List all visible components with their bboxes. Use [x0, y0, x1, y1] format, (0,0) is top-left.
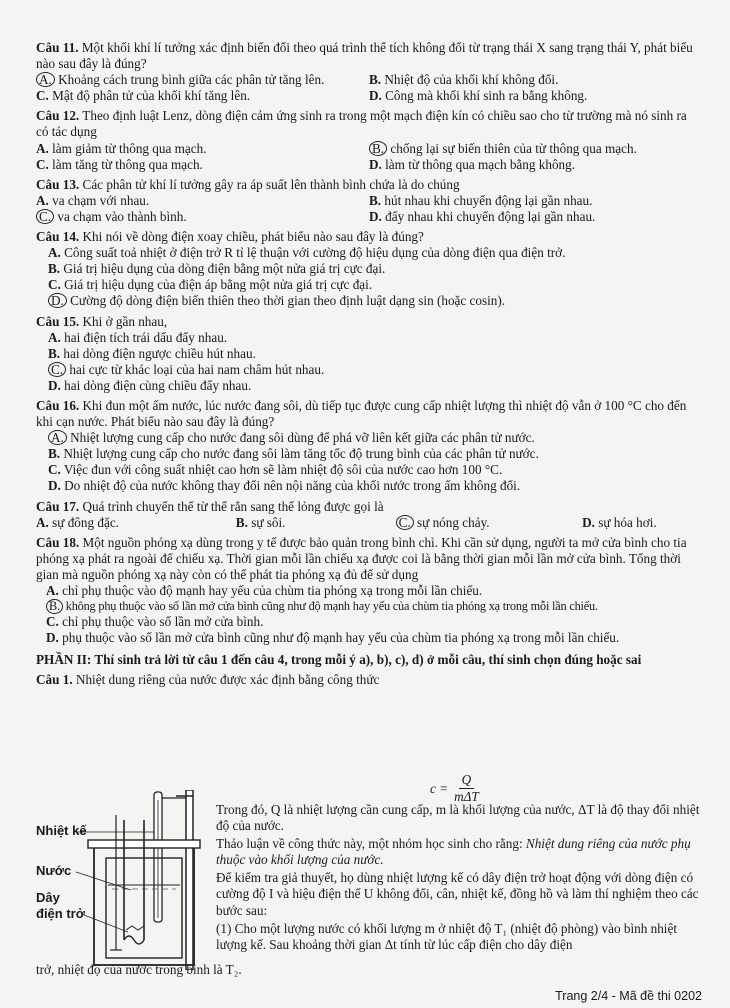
option-key: D. [369, 88, 382, 104]
option-key: C. [48, 462, 61, 478]
option-key: A. [36, 514, 49, 530]
answer-mark: C. [396, 515, 414, 530]
option-text: hai dòng điện cùng chiều đẩy nhau. [64, 377, 252, 393]
question-13 [36, 177, 702, 225]
question-17 [36, 499, 702, 531]
part2-heading: PHẦN II: Thí sinh trả lời từ câu 1 đến câu 4, trong mỗi ý a), b), c), d) ở mỗi câu, thí sinh chọn đúng hoặc sai [36, 652, 642, 668]
formula-numerator: Q [459, 772, 475, 789]
answer-mark: C. [36, 209, 54, 224]
option-text: sự sôi. [251, 514, 286, 530]
label-wire-1: Dây [36, 890, 60, 905]
question-stem: Nhiệt dung riêng của nước được xác định bằng công thức [75, 672, 380, 688]
option-key: B. [48, 261, 61, 277]
option-text: phụ thuộc vào số lần mở cửa bình cũng như độ mạnh hay yếu của chùm tia phóng xạ trong mỗi lần chiếu. [62, 630, 620, 646]
option-key: C. [36, 88, 49, 104]
question-stem: Theo định luật Lenz, dòng điện cảm ứng sinh ra trong một mạch điện kín có chiều sao cho từ trường mà nó sinh ra có tác dụng [36, 108, 687, 140]
calorimeter-diagram [36, 790, 216, 970]
answer-mark: A. [48, 430, 67, 445]
paragraph-method: Để kiểm tra giả thuyết, họ dùng nhiệt lượng kế có dây điện trở hoạt động với dòng điện có cường độ I và hiệu điện thế U không đổi, cân, nhiệt kế, đồng hồ và làm thí nghiệm theo các bước sau: [216, 870, 699, 918]
option-key: B. [48, 446, 61, 462]
option-text: hai điện tích trái dấu đẩy nhau. [64, 329, 228, 345]
option-text: va chạm vào thành bình. [57, 208, 187, 224]
answer-mark: C. [48, 362, 66, 377]
option-key: D. [46, 630, 59, 646]
answer-mark: B. [369, 141, 387, 156]
paragraph-discussion: Thảo luận về công thức này, một nhóm học sinh cho rằng: [216, 836, 526, 852]
answer-mark: A. [36, 72, 55, 87]
formula-lhs: c = [430, 780, 449, 796]
option-text: hai cực từ khác loại của hai nam châm hút nhau. [69, 361, 325, 377]
part2-question-1 [36, 672, 702, 688]
option-text: va chạm với nhau. [52, 192, 150, 208]
option-text: chống lại sự biến thiên của từ thông qua mạch. [390, 140, 637, 156]
question-number: Câu 13. [36, 176, 80, 192]
option-text: làm giảm từ thông qua mạch. [52, 140, 207, 156]
question-stem: Quá trình chuyển thể từ thể rắn sang thể lỏng được gọi là [82, 498, 384, 514]
question-stem: Khi nói về dòng điện xoay chiều, phát biểu nào sau đây là đúng? [82, 229, 424, 245]
formula-denominator: mΔT [454, 789, 479, 805]
option-key: A. [36, 140, 49, 156]
question-stem: Khi đun một ấm nước, lúc nước đang sôi, dù tiếp tục được cung cấp nhiệt lượng thì nhiệt độ vẫn ở 100 °C cho đến khi cạn nước. Phát biểu nào sau đây là đúng? [36, 397, 687, 430]
option-text: Công suất toả nhiệt ở điện trở R tỉ lệ thuận với cường độ hiệu dụng của dòng điện qua điện trở. [64, 245, 566, 261]
option-text: Việc đun với công suất nhiệt cao hơn sẽ làm nhiệt độ sôi của nước cao hơn 100 °C. [63, 462, 503, 478]
option-text: làm tăng từ thông qua mạch. [52, 156, 203, 172]
option-text: Mật độ phân tử của khối khí tăng lên. [52, 88, 251, 104]
option-text: Do nhiệt độ của nước không thay đổi nên nội năng của khối nước trong ấm không đổi. [64, 478, 521, 494]
option-text: sự nóng chảy. [417, 514, 490, 530]
option-key: C. [46, 614, 59, 630]
paragraph-step-1: (1) Cho một lượng nước có khối lượng m ở nhiệt độ T₁ (nhiệt độ phòng) vào bình nhiệt lượng kế. Sau khoảng thời gian Δt tính từ lúc cấp điện cho dây điện [216, 920, 677, 952]
option-key: B. [48, 345, 61, 361]
question-18 [36, 535, 702, 647]
specific-heat-formula [430, 772, 479, 805]
hypothesis-text: Nhiệt dung riêng của nước phụ thuộc vào khối lượng của nước. [216, 836, 691, 868]
option-key: D. [369, 156, 382, 172]
option-key: B. [369, 72, 382, 88]
question-number: Câu 1. [36, 672, 73, 688]
calorimeter-drawing [36, 790, 216, 970]
question-number: Câu 11. [36, 40, 79, 55]
question-number: Câu 12. [36, 108, 80, 124]
option-text: đẩy nhau khi chuyển động lại gần nhau. [385, 208, 596, 224]
option-text: Nhiệt độ của khối khí không đổi. [384, 72, 559, 88]
label-wire-2: điện trở [36, 906, 85, 921]
experiment-description [216, 802, 702, 955]
question-stem: Một khối khí lí tưởng xác định biến đổi theo quá trình thể tích không đổi từ trạng thái X sang trạng thái Y, phát biểu nào sau đây là đúng? [36, 40, 693, 72]
question-12 [36, 108, 702, 172]
option-text: Cường độ dòng điện biến thiên theo thời gian theo định luật dạng sin (hoặc cosin). [70, 293, 506, 309]
option-key: B. [369, 192, 382, 208]
option-text: Nhiệt lượng cung cấp cho nước đang sôi dùng để phá vỡ liên kết giữa các phân tử nước. [70, 430, 535, 446]
question-number: Câu 17. [36, 498, 80, 514]
question-stem: Các phân tử khí lí tưởng gây ra áp suất lên thành bình chứa là do chúng [82, 176, 460, 192]
option-key: D. [48, 478, 61, 494]
option-key: B. [235, 514, 248, 530]
option-text: hai dòng điện ngược chiều hút nhau. [63, 345, 256, 361]
question-14 [36, 229, 702, 309]
answer-mark: D. [48, 293, 67, 308]
question-15 [36, 314, 702, 394]
option-text: sự đông đặc. [52, 514, 119, 530]
option-text: làm từ thông qua mạch bằng không. [385, 156, 576, 172]
option-key: A. [48, 329, 61, 345]
question-number: Câu 18. [36, 534, 80, 550]
question-number: Câu 15. [36, 313, 80, 329]
option-text: Công mà khối khí sinh ra bằng không. [385, 88, 588, 104]
option-key: A. [48, 245, 61, 261]
question-stem: Khi ở gần nhau, [82, 313, 168, 329]
option-text: Giá trị hiệu dụng của điện áp bằng một nửa giá trị cực đại. [64, 277, 373, 293]
exam-page [36, 40, 702, 692]
option-key: D. [582, 514, 595, 530]
option-key: D. [369, 208, 382, 224]
option-text: chỉ phụ thuộc vào số lần mở cửa bình. [62, 614, 264, 630]
option-key: C. [36, 156, 49, 172]
paragraph-step-1-end: trở, nhiệt độ của nước trong bình là T₂. [36, 962, 242, 977]
answer-mark: B. [46, 599, 63, 614]
option-text: Nhiệt lượng cung cấp cho nước đang sôi làm tăng tốc độ trung bình của các phân tử nước. [63, 446, 539, 462]
option-text: không phụ thuộc vào số lần mở cửa bình cũng như độ mạnh hay yếu của chùm tia phóng xạ trong mỗi lần chiếu. [65, 599, 598, 614]
option-key: A. [36, 192, 49, 208]
question-stem: Một nguồn phóng xạ dùng trong y tế được bảo quản trong bình chì. Khi cần sử dụng, người ta mở cửa bình cho tia phóng xạ phát ra ngoài để chiếu xạ. Thời gian mỗi lần chiếu xạ được coi là bằng thời gian mỗi lần mở cửa bình. Tổng thời gian mà nguồn phóng xạ này còn có thể phát tia phóng xạ đủ để sử dụng [36, 534, 687, 582]
option-text: Giá trị hiệu dụng của dòng điện bằng một nửa giá trị cực đại. [63, 261, 386, 277]
paragraph-definitions: Trong đó, Q là nhiệt lượng cần cung cấp, m là khối lượng của nước, ΔT là độ thay đổi nhiệt độ của nước. [216, 802, 700, 834]
option-key: C. [48, 277, 61, 293]
option-text: hút nhau khi chuyển động lại gần nhau. [384, 192, 593, 208]
label-thermometer: Nhiệt kế [36, 823, 87, 838]
question-number: Câu 16. [36, 397, 80, 413]
question-16 [36, 398, 702, 495]
option-key: A. [46, 583, 59, 598]
option-text: Khoảng cách trung bình giữa các phân tử tăng lên. [58, 72, 325, 88]
page-footer: Trang 2/4 - Mã đề thi 0202 [555, 988, 702, 1003]
question-11 [36, 40, 702, 104]
label-water: Nước [36, 863, 72, 878]
question-number: Câu 14. [36, 229, 80, 245]
option-key: D. [48, 377, 61, 393]
option-text: chỉ phụ thuộc vào độ mạnh hay yếu của chùm tia phóng xạ trong mỗi lần chiếu. [62, 583, 483, 598]
option-text: sự hóa hơi. [598, 514, 657, 530]
